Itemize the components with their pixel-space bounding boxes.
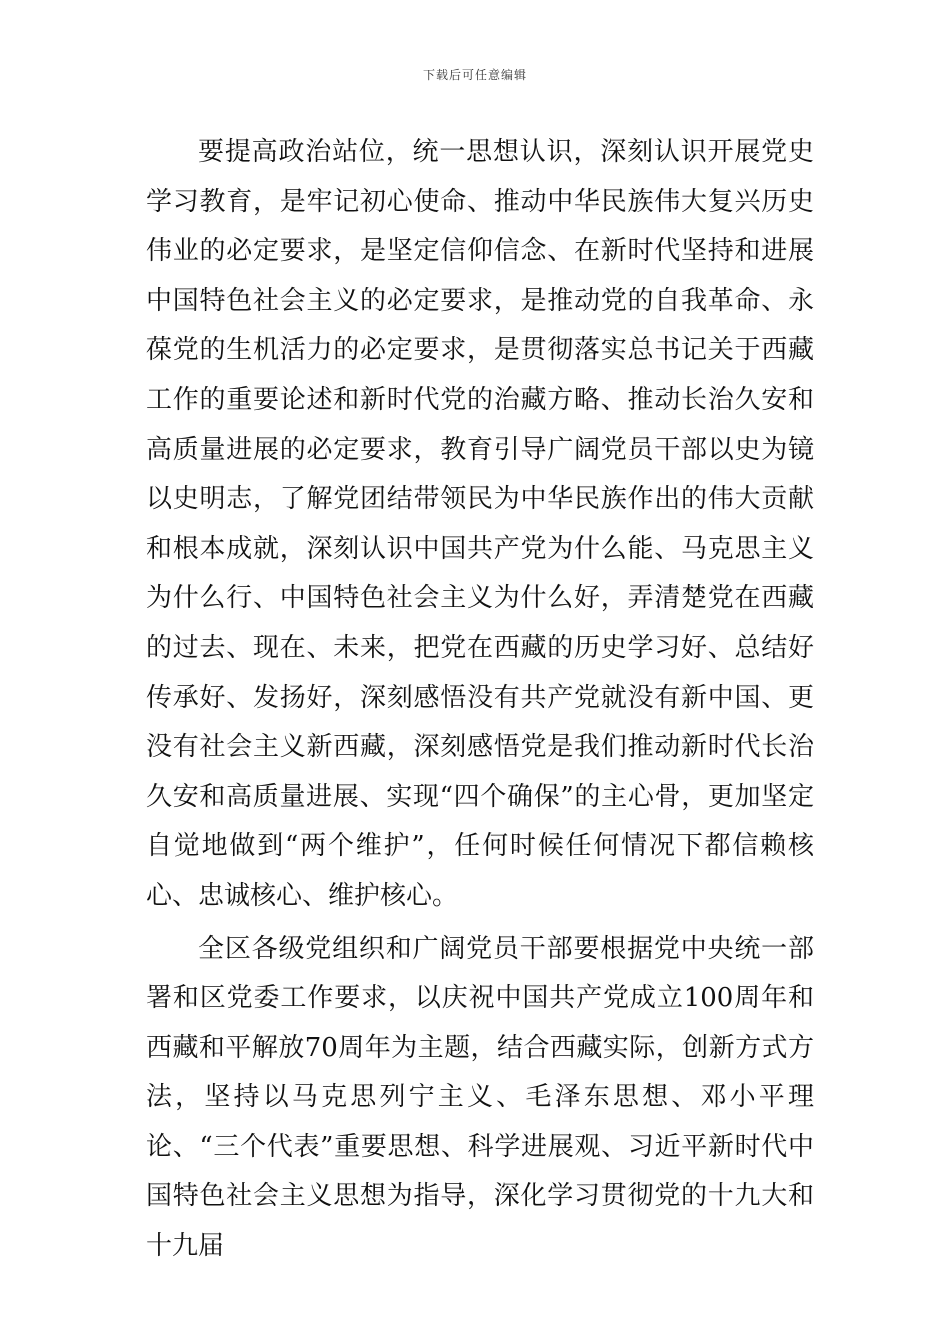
document-body (146, 128, 814, 1272)
page-header-note: 下载后可任意编辑 (422, 68, 527, 82)
body-paragraph-2: 全区各级党组织和广阔党员干部要根据党中央统一部署和区党委工作要求，以庆祝中国共产党成立100周年和西藏和平解放70周年为主题，结合西藏实际，创新方式方法，坚持以马克思列宁主义、毛泽东思想、邓小平理论、“三个代表”重要思想、科学进展观、习近平新时代中国特色社会主义思想为指导，深化学习贯彻党的十九大和十九届 (146, 933, 814, 1262)
body-paragraph-1: 要提高政治站位，统一思想认识，深刻认识开展党史学习教育，是牢记初心使命、推动中华民族伟大复兴历史伟业的必定要求，是坚定信仰信念、在新时代坚持和进展中国特色社会主义的必定要求，是推动党的自我革命、永葆党的生机活力的必定要求，是贯彻落实总书记关于西藏工作的重要论述和新时代党的治藏方略、推动长治久安和高质量进展的必定要求，教育引导广阔党员干部以史为镜以史明志，了解党团结带领民为中华民族作出的伟大贡献和根本成就，深刻认识中国共产党为什么能、马克思主义为什么行、中国特色社会主义为什么好，弄清楚党在西藏的过去、现在、未来，把党在西藏的历史学习好、总结好传承好、发扬好，深刻感悟没有共产党就没有新中国、更没有社会主义新西藏，深刻感悟党是我们推动新时代长治久安和高质量进展、实现“四个确保”的主心骨，更加坚定自觉地做到“两个维护”，任何时候任何情况下都信赖核心、忠诚核心、维护核心。 (146, 137, 814, 911)
